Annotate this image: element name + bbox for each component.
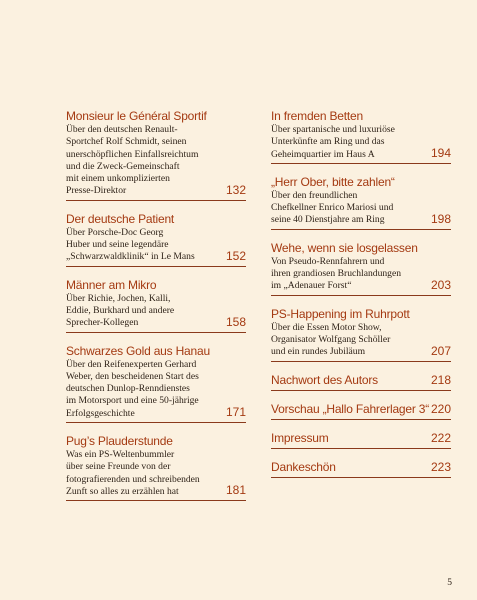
toc-entry-description-line: unerschöpflichen Einfallsreichtum: [66, 148, 199, 160]
toc-entry-title: Vorschau „Hallo Fahrerlager 3“: [271, 401, 430, 416]
toc-entry-title: Impressum: [271, 430, 329, 445]
toc-entry-description-line: Über den deutschen Renault-: [66, 124, 178, 135]
toc-entry[interactable]: [271, 460, 451, 478]
toc-entry-description-line: Von Pseudo-Rennfahrern und: [271, 255, 385, 267]
toc-entry-description-line: Presse-Direktor: [66, 185, 127, 197]
toc-entry-description: [66, 449, 246, 498]
page-number: 5: [447, 578, 452, 588]
toc-entry-title: Nachwort des Autors: [271, 372, 378, 387]
toc-entry-description-line: und die Zweck-Gemeinschaft: [66, 160, 180, 172]
toc-entry-title: „Herr Ober, bitte zahlen“: [271, 174, 395, 189]
toc-entry-description-line: seine 40 Dienstjahre am Ring: [271, 214, 385, 226]
toc-entry-description-line: Über spartanische und luxuriöse: [271, 124, 395, 135]
toc-entry-description: [66, 124, 246, 198]
toc-entry-description-line: Sprecher-Kollegen: [66, 317, 139, 329]
toc-entry-title: Dankeschön: [271, 459, 336, 474]
toc-entry-description-line: Über Porsche-Doc Georg: [66, 226, 164, 238]
toc-entry[interactable]: [271, 241, 451, 296]
toc-entry-title: Wehe, wenn sie losgelassen: [271, 240, 418, 255]
toc-entry-title: Männer am Mikro: [66, 277, 157, 292]
toc-entry-description: [271, 124, 451, 161]
toc-entry-title: Monsieur le Général Sportif: [66, 109, 207, 123]
toc-entry-page-number: 223: [430, 459, 451, 474]
toc-entry-title: Der deutsche Patient: [66, 211, 175, 226]
toc-entry-description: [66, 227, 246, 264]
toc-entry[interactable]: [271, 307, 451, 362]
toc-entry-description: [66, 359, 246, 420]
toc-entry-description-line: Organisator Wolfgang Schöller: [271, 333, 391, 345]
toc-entry-description-line: Zunft so alles zu erzählen hat: [66, 485, 179, 497]
toc-entry[interactable]: [66, 434, 246, 501]
toc-entry-description-line: mit einem unkomplizierten: [66, 173, 170, 185]
toc-entry-description-line: und ein rundes Jubiläum: [271, 346, 366, 358]
toc-entry-title: PS-Happening im Ruhrpott: [271, 306, 410, 321]
toc-entry[interactable]: [271, 373, 451, 391]
toc-entry-page-number: 207: [430, 343, 451, 358]
toc-entry-description-line: ihren grandiosen Bruchlandungen: [271, 268, 402, 280]
toc-entry-description-line: Eddie, Burkhard und andere: [66, 304, 175, 316]
toc-entry[interactable]: [66, 278, 246, 333]
toc-entry-description-line: Über den freundlichen: [271, 189, 358, 201]
toc-entry-description-line: Erfolgsgeschichte: [66, 407, 135, 419]
toc-entry[interactable]: [271, 402, 451, 420]
toc-entry-description-line: Über den Reifenexperten Gerhard: [66, 358, 197, 370]
toc-column-left: [66, 109, 246, 512]
toc-entry[interactable]: [66, 109, 246, 201]
toc-entry-description-line: über seine Freunde von der: [66, 461, 171, 473]
toc-entry-title: Pug’s Plauderstunde: [66, 434, 173, 449]
toc-entry-description: [66, 293, 246, 330]
toc-entry-title: Schwarzes Gold aus Hanau: [66, 343, 210, 358]
toc-entry-description-line: „Schwarzwaldklinik“ in Le Mans: [66, 251, 195, 263]
toc-entry-page-number: 194: [430, 145, 451, 160]
toc-entry-page-number: 198: [430, 211, 451, 226]
toc-entry[interactable]: [66, 212, 246, 267]
toc-entry-description: [271, 190, 451, 227]
toc-entry-page-number: 158: [225, 314, 246, 329]
toc-entry-description: [271, 322, 451, 359]
toc-entry-description-line: Huber und seine legendäre: [66, 239, 169, 251]
toc-entry-description-line: Geheimquartier im Haus A: [271, 148, 375, 160]
toc-entry-description-line: Unterkünfte am Ring und das: [271, 136, 385, 148]
toc-entry[interactable]: [271, 175, 451, 230]
toc-entry-description-line: Sportchef Rolf Schmidt, seinen: [66, 136, 187, 148]
toc-entry-page-number: 203: [430, 277, 451, 292]
toc-entry-page-number: 171: [225, 405, 246, 420]
toc-column-right: [271, 109, 451, 489]
toc-entry-description-line: im „Adenauer Forst“: [271, 280, 352, 292]
toc-entry-description-line: fotografierenden und schreibenden: [66, 473, 200, 485]
toc-entry-description-line: deutschen Dunlop-Renndienstes: [66, 383, 190, 395]
toc-entry-description-line: Was ein PS-Weltenbummler: [66, 449, 175, 461]
toc-entry[interactable]: [271, 431, 451, 449]
toc-entry-description-line: im Motorsport und eine 50-jährige: [66, 395, 199, 407]
toc-entry-page-number: 222: [430, 430, 451, 445]
toc-entry-description-line: Über Richie, Jochen, Kalli,: [66, 292, 171, 304]
toc-entry-title: In fremden Betten: [271, 109, 363, 123]
toc-entry-page-number: 132: [225, 182, 246, 197]
toc-entry-page-number: 152: [225, 248, 246, 263]
toc-entry-page-number: 181: [225, 483, 246, 498]
toc-entry-page-number: 218: [430, 372, 451, 387]
toc-entry-description-line: Weber, den bescheidenen Start des: [66, 370, 199, 382]
toc-entry-page-number: 220: [430, 401, 451, 416]
toc-entry-description-line: Chefkellner Enrico Mariosi und: [271, 202, 394, 214]
toc-entry[interactable]: [271, 109, 451, 164]
toc-entry[interactable]: [66, 344, 246, 423]
toc-entry-description-line: Über die Essen Motor Show,: [271, 321, 382, 333]
toc-entry-description: [271, 256, 451, 293]
